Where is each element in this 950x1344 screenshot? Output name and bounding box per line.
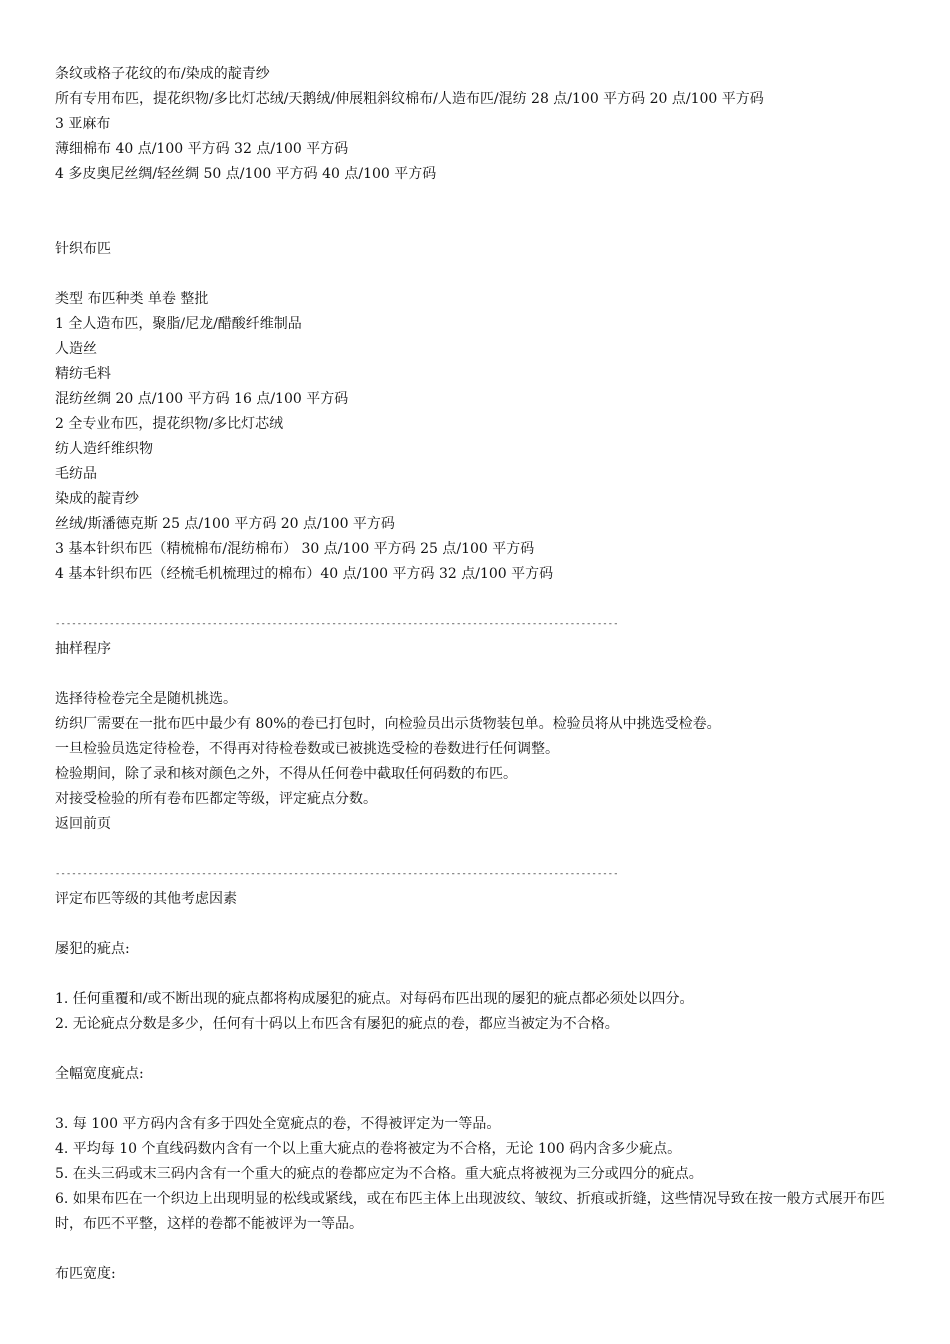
knit-line-5: 2 全专业布匹，提花织物/多比灯芯绒 — [55, 416, 284, 432]
knit-line-8: 染成的靛青纱 — [55, 491, 139, 507]
spacer — [55, 1087, 905, 1112]
sampling-line-3: 一旦检验员选定待检卷，不得再对待检卷数或已被挑选受检的卷数进行任何调整。 — [55, 741, 559, 757]
full-width-defects-title: 全幅宽度疵点: — [55, 1066, 144, 1082]
knit-line-2: 人造丝 — [55, 341, 97, 357]
spacer — [55, 662, 905, 687]
knit-line-1: 1 全人造布匹，聚脂/尼龙/醋酸纤维制品 — [55, 316, 302, 332]
sampling-line-2: 纺织厂需要在一批布匹中最少有 80%的卷已打包时，向检验员出示货物装包单。检验员将从中挑选受检卷。 — [55, 716, 721, 732]
sampling-line-1: 选择待检卷完全是随机挑选。 — [55, 691, 237, 707]
spacer — [55, 587, 905, 612]
repeat-defects-title: 屡犯的疵点: — [55, 941, 130, 957]
spacer — [55, 962, 905, 987]
woven-line-2: 所有专用布匹，提花织物/多比灯芯绒/天鹅绒/伸展粗斜纹棉布/人造布匹/混纺 28 点/100 平方码 20 点/100 平方码 — [55, 91, 764, 107]
knit-line-6: 纺人造纤维织物 — [55, 441, 153, 457]
repeat-defect-item-1: 1. 任何重覆和/或不断出现的疵点都将构成屡犯的疵点。对每码布匹出现的屡犯的疵点都必须处以四分。 — [55, 991, 694, 1007]
knit-table-header: 类型 布匹种类 单卷 整批 — [55, 291, 209, 307]
knit-line-7: 毛纺品 — [55, 466, 97, 482]
full-width-defect-item-4: 4. 平均每 10 个直线码数内含有一个以上重大疵点的卷将被定为不合格，无论 100 码内含多少疵点。 — [55, 1141, 682, 1157]
sampling-section-title: 抽样程序 — [55, 641, 111, 657]
knit-line-9: 丝绒/斯潘德克斯 25 点/100 平方码 20 点/100 平方码 — [55, 516, 395, 532]
woven-line-5: 4 多皮奥尼丝绸/轻丝绸 50 点/100 平方码 40 点/100 平方码 — [55, 166, 437, 182]
spacer — [55, 837, 905, 862]
sampling-line-5: 对接受检验的所有卷布匹都定等级，评定疵点分数。 — [55, 791, 377, 807]
knit-line-10: 3 基本针织布匹（精梳棉布/混纺棉布） 30 点/100 平方码 25 点/100 平方码 — [55, 541, 535, 557]
sampling-line-4: 检验期间，除了录和核对颜色之外，不得从任何卷中截取任何码数的布匹。 — [55, 766, 517, 782]
spacer — [55, 262, 905, 287]
fabric-width-title: 布匹宽度: — [55, 1266, 116, 1282]
spacer — [55, 1037, 905, 1062]
knit-section-title: 针织布匹 — [55, 241, 111, 257]
woven-line-3: 3 亚麻布 — [55, 116, 111, 132]
spacer — [55, 912, 905, 937]
divider-line: -------------------------------------------------------------------------------------------------------- — [55, 869, 619, 879]
back-link[interactable]: 返回前页 — [55, 816, 111, 832]
knit-line-11: 4 基本针织布匹（经梳毛机梳理过的棉布）40 点/100 平方码 32 点/100 平方码 — [55, 566, 554, 582]
woven-line-4: 薄细棉布 40 点/100 平方码 32 点/100 平方码 — [55, 141, 349, 157]
knit-line-4: 混纺丝绸 20 点/100 平方码 16 点/100 平方码 — [55, 391, 349, 407]
full-width-defect-item-3: 3. 每 100 平方码内含有多于四处全宽疵点的卷，不得被评定为一等品。 — [55, 1116, 501, 1132]
repeat-defect-item-2: 2. 无论疵点分数是多少，任何有十码以上布匹含有屡犯的疵点的卷，都应当被定为不合格。 — [55, 1016, 619, 1032]
knit-line-3: 精纺毛料 — [55, 366, 111, 382]
spacer — [55, 1237, 905, 1262]
other-factors-title: 评定布匹等级的其他考虑因素 — [55, 891, 237, 907]
spacer — [55, 187, 905, 237]
full-width-defect-item-5: 5. 在头三码或末三码内含有一个重大的疵点的卷都应定为不合格。重大疵点将被视为三分或四分的疵点。 — [55, 1166, 703, 1182]
divider-line: -------------------------------------------------------------------------------------------------------- — [55, 619, 619, 629]
document-page — [55, 62, 905, 1287]
full-width-defect-item-6: 6. 如果布匹在一个织边上出现明显的松线或紧线，或在布匹主体上出现波纹、皱纹、折痕或折缝，这些情况导致在按一般方式展开布匹时，布匹不平整，这样的卷都不能被评为一等品。 — [55, 1191, 885, 1232]
woven-line-1: 条纹或格子花纹的布/染成的靛青纱 — [55, 66, 270, 82]
